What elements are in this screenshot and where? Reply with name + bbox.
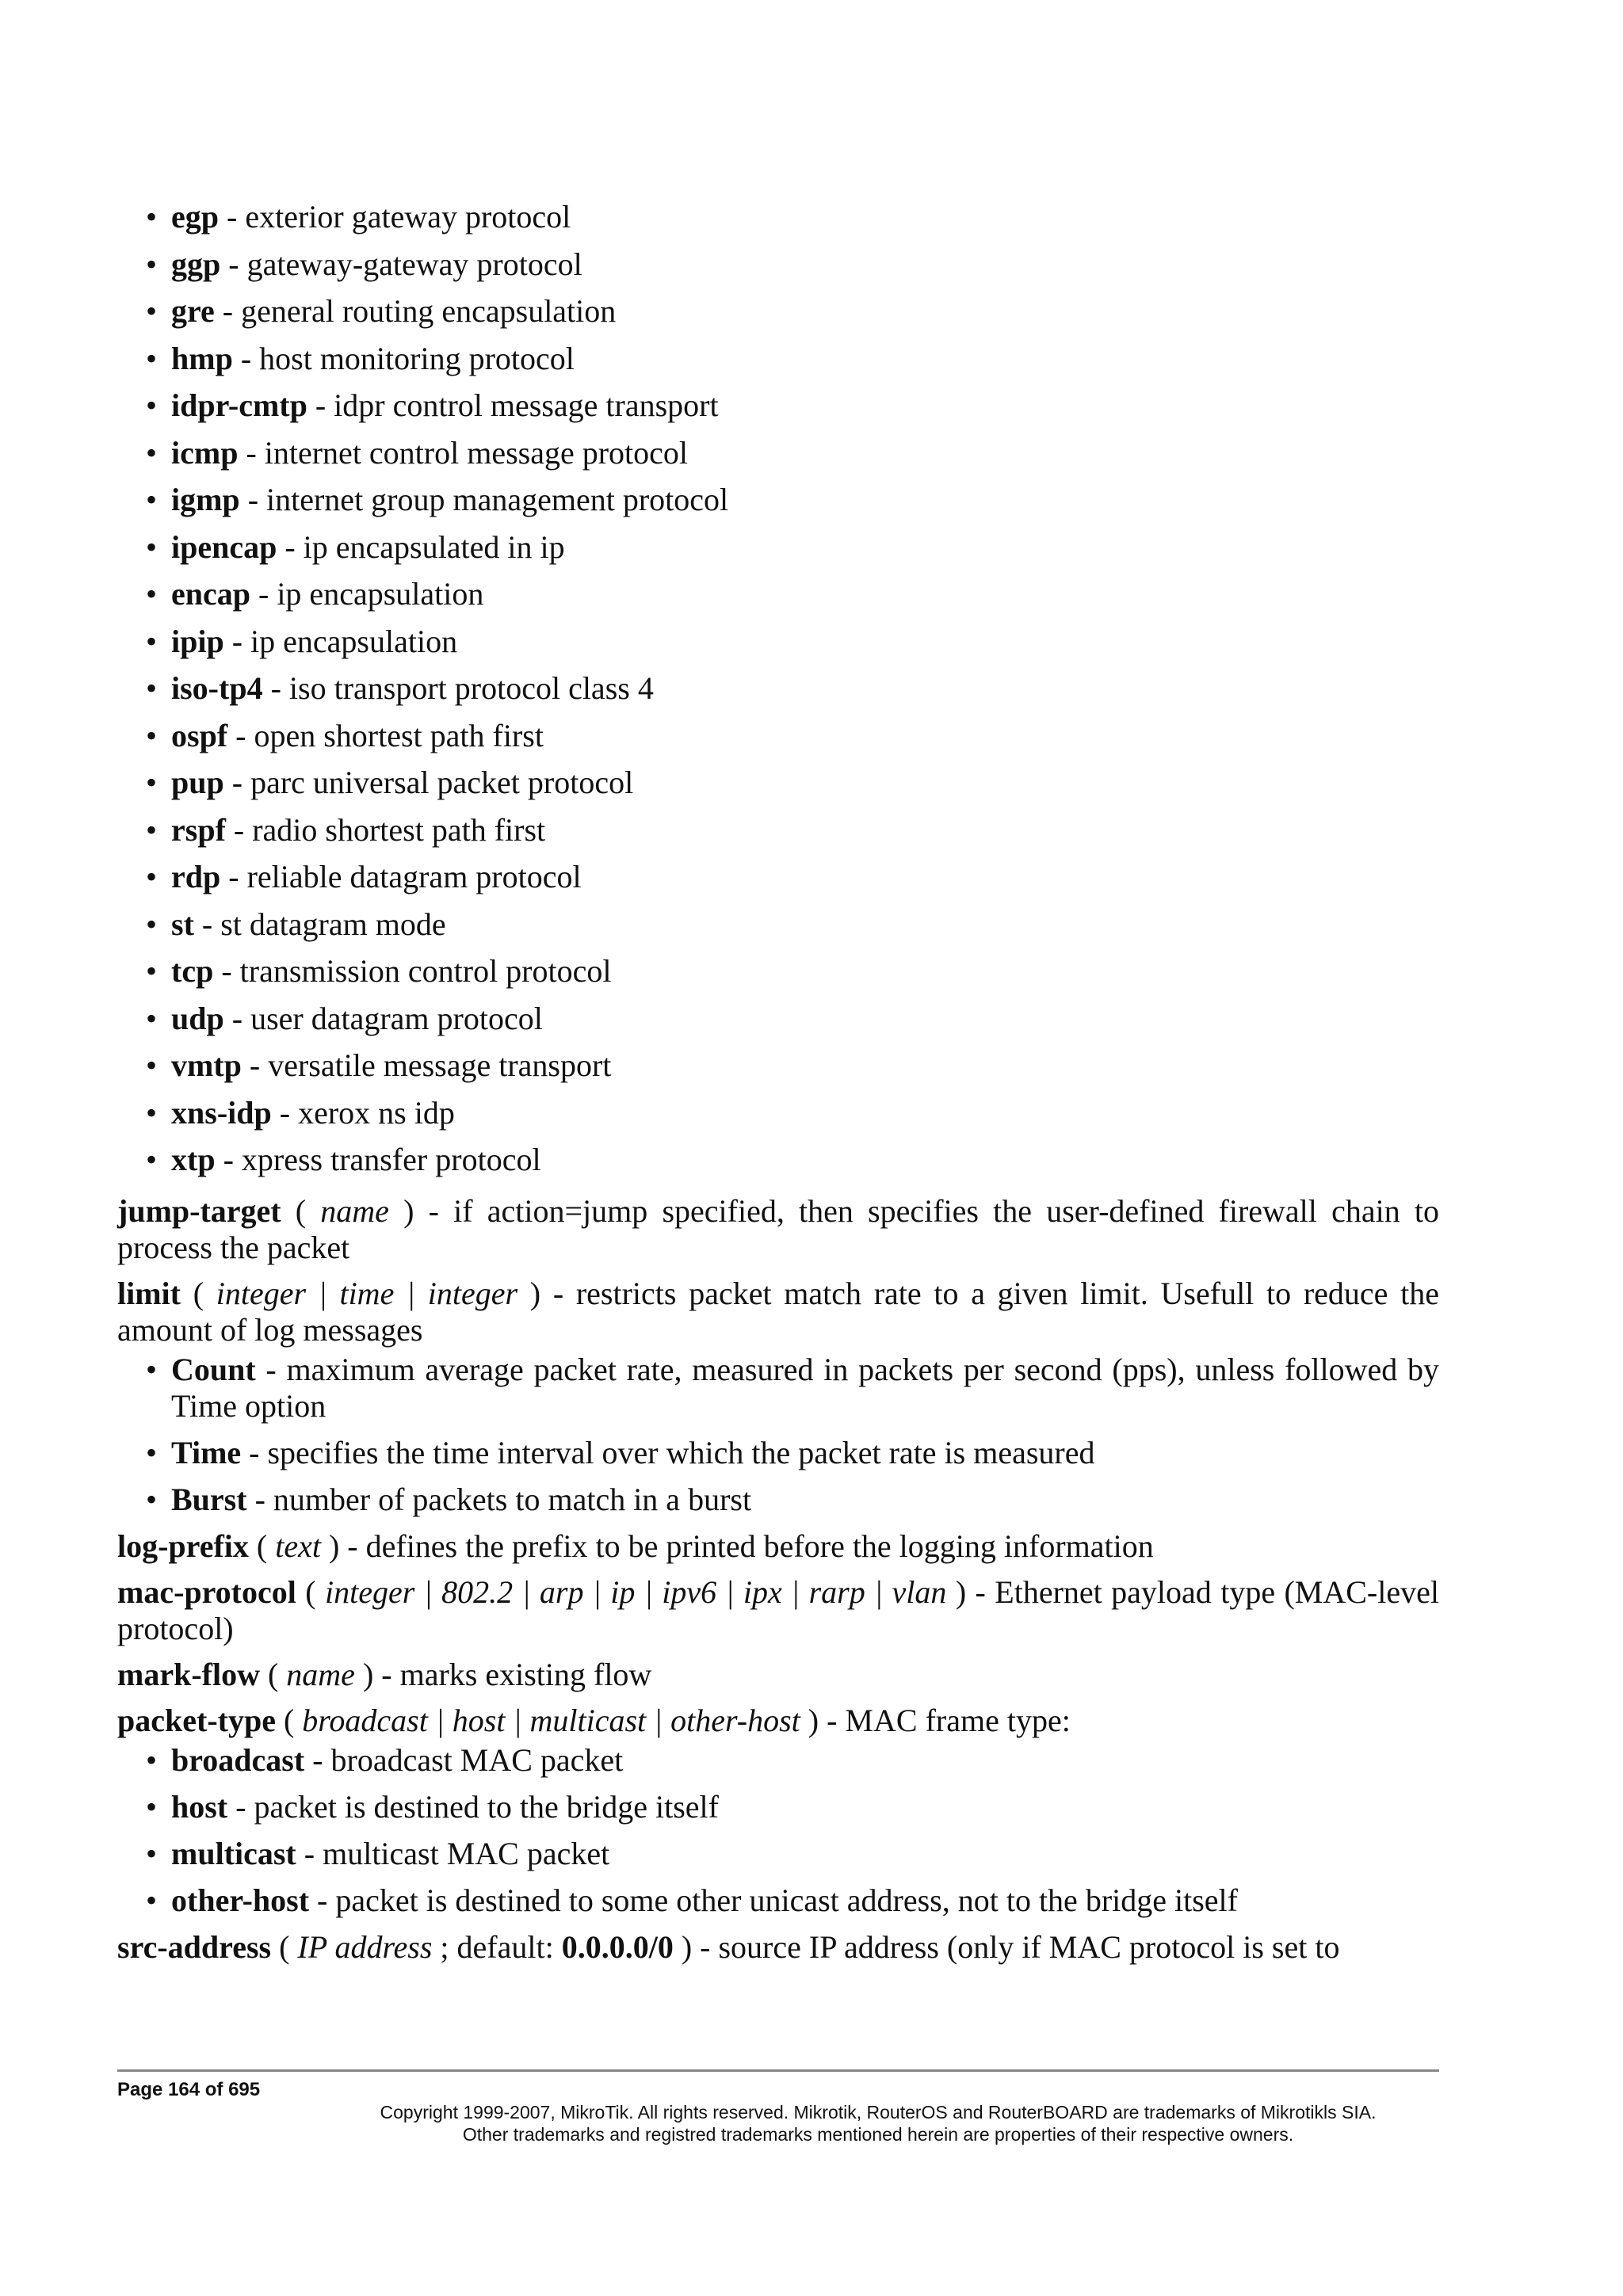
bullet: • (146, 1741, 158, 1778)
param-packet-type (117, 1703, 1439, 1739)
option-desc: - maximum average packet rate, measured in packets per second (pps), unless followed by Time option (171, 1351, 1439, 1424)
list-item (117, 288, 1439, 335)
param-close: ) (388, 1192, 414, 1229)
bullet: • (146, 765, 158, 800)
protocol-name: pup (171, 765, 224, 800)
protocol-desc: - xerox ns idp (271, 1094, 455, 1131)
protocol-desc: - ip encapsulation (223, 623, 458, 659)
protocol-name: gre (171, 293, 215, 329)
protocol-name: ipencap (171, 528, 277, 565)
footer-divider (117, 2069, 1439, 2072)
param-open: ( (180, 1275, 216, 1311)
list-item (117, 1136, 1439, 1184)
param-type: integer | time | integer (216, 1275, 518, 1311)
bullet: • (146, 246, 158, 282)
list-item (117, 1089, 1439, 1137)
protocol-desc: - host monitoring protocol (232, 340, 575, 376)
param-log-prefix (117, 1528, 1439, 1565)
packet-type-options-list (117, 1742, 1439, 1919)
bullet: • (146, 1047, 158, 1083)
list-item (117, 476, 1439, 524)
param-default-value: 0.0.0.0/0 (561, 1928, 674, 1965)
list-item (117, 948, 1439, 995)
bullet: • (146, 717, 158, 753)
protocol-name: st (171, 906, 194, 942)
list-item (117, 1836, 1439, 1872)
protocol-desc: - ip encapsulated in ip (277, 528, 565, 565)
list-item (117, 853, 1439, 901)
page-content (117, 193, 1439, 1966)
list-item (117, 335, 1439, 383)
list-item (117, 901, 1439, 948)
bullet: • (146, 1481, 158, 1517)
protocol-name: udp (171, 1000, 224, 1036)
bullet: • (146, 1094, 158, 1131)
protocol-name: idpr-cmtp (171, 387, 307, 423)
bullet: • (146, 576, 158, 612)
param-type: name (320, 1192, 389, 1229)
list-item (117, 1042, 1439, 1089)
param-desc: - source IP address (only if MAC protocol is set to (692, 1928, 1340, 1965)
param-mac-protocol (117, 1574, 1439, 1647)
page-number: Page 164 of 695 (117, 2079, 261, 2100)
bullet: • (146, 434, 158, 471)
param-type: broadcast | host | multicast | other-host (302, 1702, 800, 1738)
bullet: • (146, 906, 158, 942)
bullet: • (146, 387, 158, 423)
param-desc: - restricts packet match rate to a given limit. Usefull to reduce the amount of log messages (117, 1275, 1440, 1348)
list-item (117, 807, 1439, 854)
bullet: • (146, 811, 158, 848)
param-name: packet-type (117, 1702, 276, 1738)
bullet: • (146, 199, 158, 235)
protocol-name: tcp (171, 953, 214, 989)
option-desc: - packet is destined to the bridge itself (227, 1788, 719, 1825)
param-open: ( (281, 1192, 321, 1229)
protocol-name: vmtp (171, 1047, 242, 1083)
protocol-name: iso-tp4 (171, 670, 263, 706)
bullet: • (146, 1142, 158, 1177)
param-open: ( (248, 1527, 276, 1564)
protocol-name: ipip (171, 623, 224, 659)
option-name: host (171, 1788, 228, 1825)
list-item (117, 429, 1439, 477)
list-item (117, 759, 1439, 807)
param-open: ( (271, 1928, 298, 1965)
param-type: name (286, 1656, 355, 1692)
protocol-name: icmp (171, 434, 239, 471)
bullet: • (146, 953, 158, 989)
bullet: • (146, 1351, 158, 1387)
protocol-list (117, 193, 1439, 1184)
list-item (117, 618, 1439, 666)
protocol-name: ggp (171, 246, 221, 282)
protocol-desc: - reliable datagram protocol (220, 859, 582, 894)
param-desc: - marks existing flow (373, 1656, 652, 1692)
option-name: multicast (171, 1835, 296, 1871)
protocol-name: ospf (171, 717, 228, 753)
option-desc: - specifies the time interval over which the packet rate is measured (241, 1434, 1095, 1470)
bullet: • (146, 528, 158, 565)
protocol-desc: - ip encapsulation (250, 576, 484, 612)
protocol-desc: - xpress transfer protocol (215, 1142, 541, 1177)
protocol-desc: - idpr control message transport (307, 387, 719, 423)
protocol-desc: - versatile message transport (241, 1047, 612, 1083)
param-desc: - Ethernet payload type (MAC-level protocol) (117, 1573, 1439, 1646)
option-name: broadcast (171, 1741, 305, 1778)
option-desc: - number of packets to match in a burst (246, 1481, 752, 1517)
list-item (117, 1435, 1439, 1471)
copyright-notice (117, 2101, 1623, 2145)
param-open: ( (296, 1573, 325, 1610)
limit-options-list (117, 1352, 1439, 1518)
param-close: ) (673, 1928, 693, 1965)
list-item (117, 1882, 1439, 1919)
protocol-desc: - user datagram protocol (223, 1000, 543, 1036)
param-type: text (275, 1527, 321, 1564)
list-item (117, 665, 1439, 712)
param-limit (117, 1276, 1439, 1348)
protocol-name: hmp (171, 340, 233, 376)
list-item (117, 1482, 1439, 1518)
param-name: mark-flow (117, 1656, 260, 1692)
param-type: IP address (297, 1928, 433, 1965)
protocol-desc: - exterior gateway protocol (219, 199, 571, 235)
protocol-desc: - radio shortest path first (225, 811, 546, 848)
trademark-line: Other trademarks and registred trademarks mentioned herein are properties of their respective owners. (462, 2124, 1294, 2145)
option-name: Burst (171, 1481, 247, 1517)
bullet: • (146, 859, 158, 894)
protocol-desc: - open shortest path first (227, 717, 544, 753)
bullet: • (146, 1000, 158, 1036)
protocol-name: rspf (171, 811, 226, 848)
param-default-label: ; default: (432, 1928, 562, 1965)
param-desc: - defines the prefix to be printed before the logging information (339, 1527, 1154, 1564)
list-item (117, 712, 1439, 760)
param-name: jump-target (117, 1192, 281, 1229)
param-close: ) (320, 1527, 340, 1564)
bullet: • (146, 1434, 158, 1470)
param-type: integer | 802.2 | arp | ip | ipv6 | ipx | rarp | vlan (325, 1573, 947, 1610)
bullet: • (146, 623, 158, 659)
param-close: ) (946, 1573, 967, 1610)
protocol-name: encap (171, 576, 250, 612)
list-item (117, 570, 1439, 618)
param-open: ( (275, 1702, 303, 1738)
protocol-name: igmp (171, 482, 240, 517)
list-item (117, 382, 1439, 429)
param-name: log-prefix (117, 1527, 249, 1564)
copyright-line: Copyright 1999-2007, MikroTik. All rights reserved. Mikrotik, RouterOS and RouterBOARD are trademarks of Mikrotikls SIA. (380, 2102, 1377, 2122)
param-name: src-address (117, 1928, 272, 1965)
bullet: • (146, 293, 158, 329)
bullet: • (146, 1788, 158, 1825)
option-desc: - broadcast MAC packet (304, 1741, 624, 1778)
bullet: • (146, 340, 158, 376)
protocol-desc: - parc universal packet protocol (223, 765, 634, 800)
bullet: • (146, 1835, 158, 1871)
option-desc: - packet is destined to some other unicast address, not to the bridge itself (309, 1882, 1238, 1918)
list-item (117, 1352, 1439, 1425)
option-name: Count (171, 1351, 256, 1387)
param-name: limit (117, 1275, 181, 1311)
bullet: • (146, 670, 158, 706)
list-item (117, 995, 1439, 1043)
protocol-name: egp (171, 199, 219, 235)
protocol-desc: - transmission control protocol (213, 953, 612, 989)
param-src-address (117, 1929, 1439, 1966)
protocol-desc: - internet group management protocol (239, 482, 729, 517)
protocol-desc: - iso transport protocol class 4 (262, 670, 654, 706)
bullet: • (146, 1882, 158, 1918)
param-jump-target (117, 1193, 1439, 1266)
list-item (117, 1789, 1439, 1825)
option-desc: - multicast MAC packet (296, 1835, 610, 1871)
protocol-desc: - general routing encapsulation (214, 293, 617, 329)
list-item (117, 241, 1439, 288)
list-item (117, 193, 1439, 241)
param-close: ) (354, 1656, 374, 1692)
param-open: ( (259, 1656, 287, 1692)
param-close: ) (517, 1275, 541, 1311)
param-mark-flow (117, 1657, 1439, 1693)
protocol-name: xns-idp (171, 1094, 272, 1131)
bullet: • (146, 482, 158, 517)
option-name: Time (171, 1434, 242, 1470)
param-close: ) (800, 1702, 819, 1738)
param-desc: - if action=jump specified, then specifies the user-defined firewall chain to process the packet (117, 1192, 1439, 1265)
protocol-desc: - st datagram mode (193, 906, 446, 942)
list-item (117, 524, 1439, 571)
param-desc: - MAC frame type: (819, 1702, 1071, 1738)
param-name: mac-protocol (117, 1573, 296, 1610)
list-item (117, 1742, 1439, 1779)
protocol-desc: - internet control message protocol (238, 434, 689, 471)
protocol-name: xtp (171, 1142, 216, 1177)
option-name: other-host (171, 1882, 310, 1918)
protocol-name: rdp (171, 859, 221, 894)
protocol-desc: - gateway-gateway protocol (220, 246, 582, 282)
